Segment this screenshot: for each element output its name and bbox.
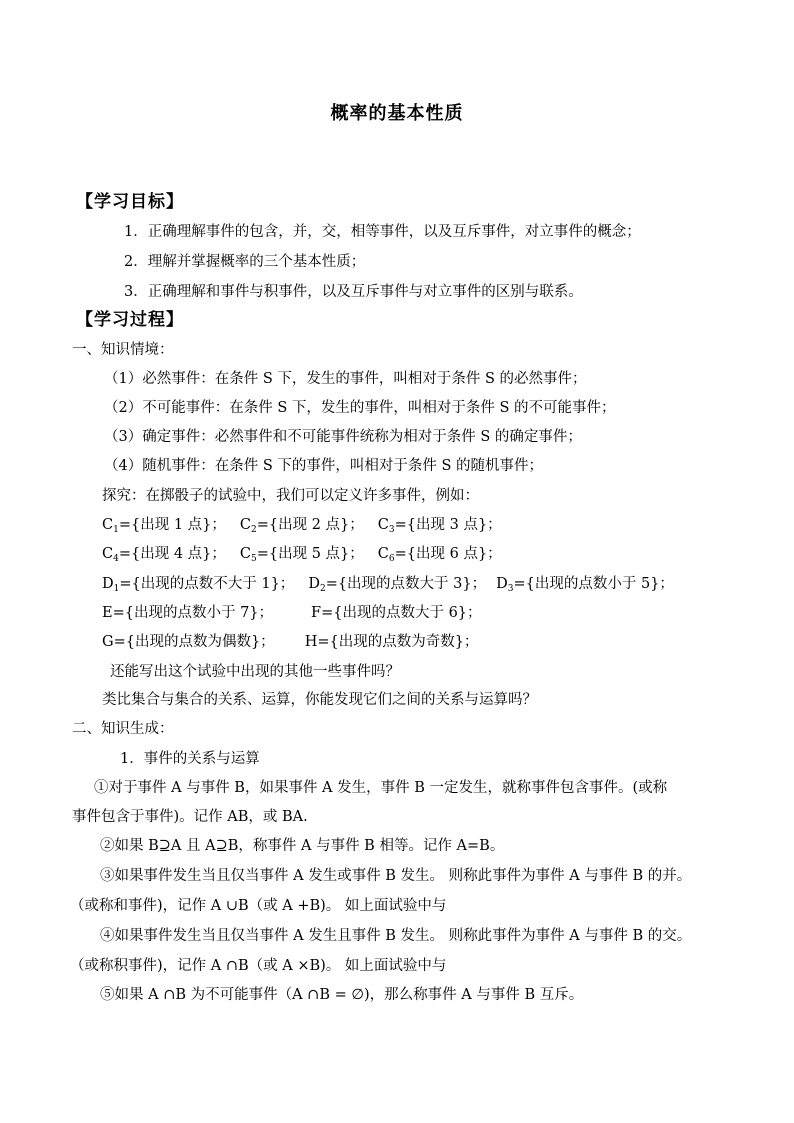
relation-item: ④如果事件发生当且仅当事件 A 发生且事件 B 发生。 则称此事件为事件 A 与事件 B 的交。 (100, 928, 692, 944)
event-row (102, 603, 482, 623)
page-title: 概率的基本性质 (330, 103, 464, 124)
event-c4: $C_4=${出现 4 点}； (102, 546, 226, 564)
event-c5: $C_5=${出现 5 点}； (239, 546, 364, 564)
definition-item: （4）随机事件：在条件 S 下的事件，叫相对于条件 S 的随机事件； (104, 458, 544, 474)
event-h: H={出现的点数为奇数}； (304, 634, 479, 650)
event-c1: $C_1=${出现 1 点}； (102, 517, 226, 535)
question-text: 类比集合与集合的关系、运算，你能发现它们之间的关系与运算吗？ (102, 692, 537, 708)
event-row (102, 574, 674, 594)
event-d2: $D_2=${出现的点数大于 3}； (308, 576, 487, 594)
process-heading: 【学习过程】 (76, 310, 184, 330)
relation-item: 事件包含于事件)。记作 AB，或 BA. (72, 809, 308, 825)
goal-item: 2．理解并掌握概率的三个基本性质； (124, 254, 366, 270)
explore-text: 探究：在掷骰子的试验中，我们可以定义许多事件，例如： (102, 488, 479, 504)
event-c6: $C_6=${出现 6 点}； (377, 546, 502, 564)
event-c2: $C_2=${出现 2 点}； (239, 517, 364, 535)
relation-item: （或称和事件)，记作 A ∪B（或 A +B)。 如上面试验中与 (70, 898, 447, 914)
section-heading: 一、知识情境： (72, 342, 174, 358)
definition-item: （1）必然事件：在条件 S 下，发生的事件，叫相对于条件 S 的必然事件； (104, 371, 587, 387)
relation-item: （或称积事件)，记作 A ∩B（或 A ×B)。 如上面试验中与 (70, 958, 447, 974)
goal-item: 3．正确理解和事件与积事件，以及互斥事件与对立事件的区别与联系。 (124, 284, 583, 300)
event-row (102, 515, 502, 535)
definition-item: （2）不可能事件：在条件 S 下，发生的事件，叫相对于条件 S 的不可能事件； (104, 400, 616, 416)
event-d3: $D_3=${出现的点数小于 5}； (496, 576, 674, 594)
event-f: F={出现的点数大于 6}； (311, 605, 482, 621)
goals-heading: 【学习目标】 (76, 192, 184, 212)
goal-item: 1．正确理解事件的包含，并，交，相等事件，以及互斥事件，对立事件的概念； (124, 224, 641, 240)
event-d1: $D_1=${出现的点数不大于 1}； (102, 576, 295, 594)
relation-item: ①对于事件 A 与事件 B，如果事件 A 发生，事件 B 一定发生，就称事件包含事件。(或称 (94, 780, 668, 796)
relation-item: ⑤如果 A ∩B 为不可能事件（A ∩B = ∅)，那么称事件 A 与事件 B 互斥。 (100, 987, 584, 1003)
relation-item: ②如果 B⊇A 且 A⊇B，称事件 A 与事件 B 相等。记作 A=B。 (100, 838, 505, 854)
question-text: 还能写出这个试验中出现的其他一些事件吗？ (110, 664, 400, 680)
event-row (102, 632, 478, 652)
event-g: G={出现的点数为偶数}； (102, 634, 275, 650)
event-e: E={出现的点数小于 7}； (102, 605, 274, 621)
definition-item: （3）确定事件：必然事件和不可能事件统称为相对于条件 S 的确定事件； (104, 429, 582, 445)
section-heading: 二、知识生成： (72, 721, 174, 737)
event-c3: $C_3=${出现 3 点}； (377, 517, 502, 535)
sub-heading: 1．事件的关系与运算 (120, 751, 260, 767)
event-row (102, 544, 502, 564)
relation-item: ③如果事件发生当且仅当事件 A 发生或事件 B 发生。 则称此事件为事件 A 与事件 B 的并。 (100, 868, 692, 884)
